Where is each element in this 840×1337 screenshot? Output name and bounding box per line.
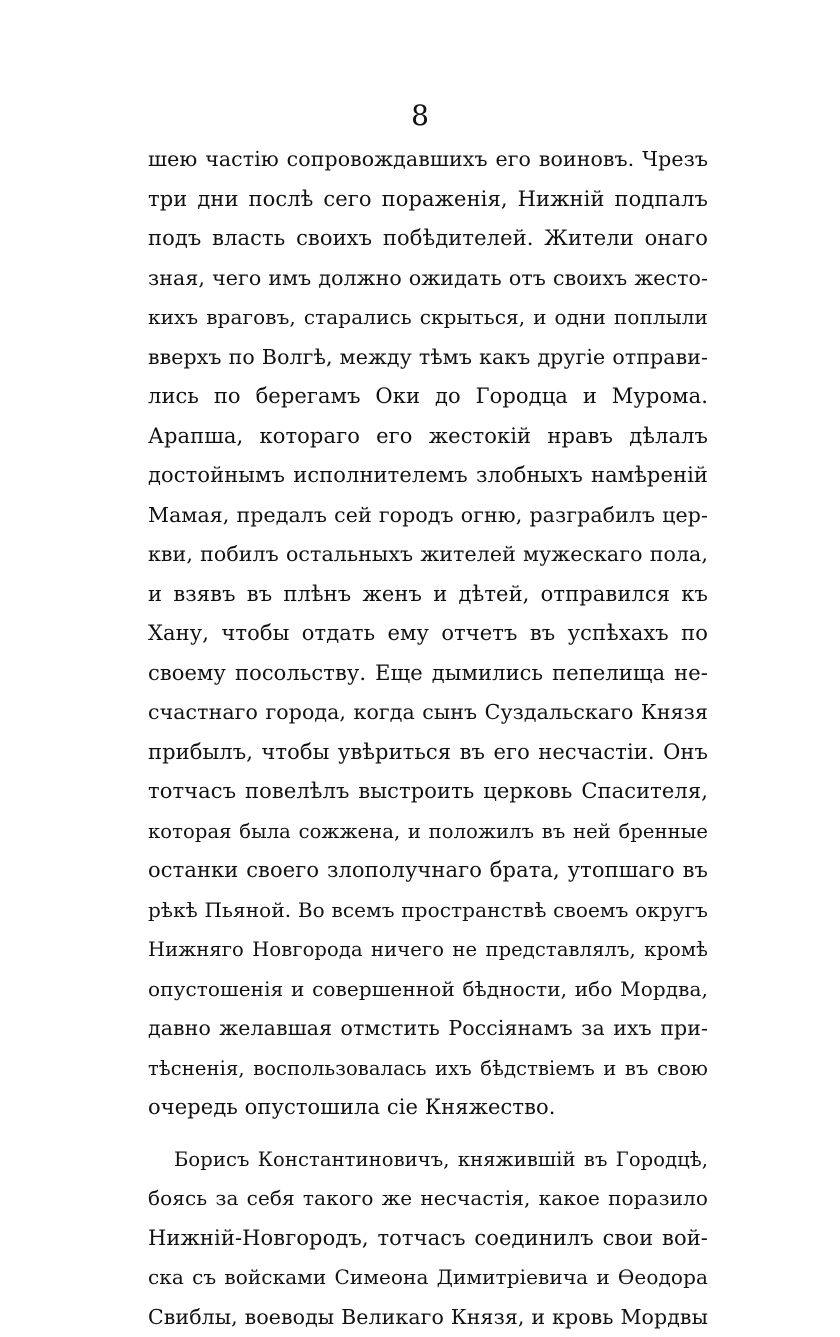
text-line: зная, чего имъ должно ожидать отъ своихъ жесто- [148,259,708,299]
body-text [148,140,708,1337]
text-line: прибылъ, чтобы увѣриться въ его несчастіи. Онъ [148,733,708,773]
text-line: Арапша, котораго его жестокій нравъ дѣлалъ [148,417,708,457]
text-line: счастнаго города, когда сынъ Суздальскаго Князя [148,693,708,733]
text-line: подъ власть своихъ побѣдителей. Жители онаго [148,219,708,259]
text-line: Мамая, предалъ сей городъ огню, разграбилъ цер- [148,496,708,536]
paragraph-2 [148,1140,708,1337]
text-line: ска съ войсками Симеона Димитріевича и Ѳеодора [148,1258,708,1298]
text-line: давно желавшая отмстить Россіянамъ за ихъ при- [148,1009,708,1049]
text-line: боясь за себя такого же несчастія, какое поразило [148,1179,708,1219]
text-line: лись по берегамъ Оки до Городца и Мурома. [148,377,708,417]
text-line: Нижняго Новгорода ничего не представлялъ, кромѣ [148,930,708,970]
text-line: вверхъ по Волгѣ, между тѣмъ какъ другіе отправи- [148,338,708,378]
text-line: Хану, чтобы отдать ему отчетъ въ успѣхахъ по [148,614,708,654]
text-line: Борисъ Константиновичъ, княжившій въ Городцѣ, [148,1140,708,1180]
text-line: тотчасъ повелѣлъ выстроить церковь Спасителя, [148,772,708,812]
text-line: Свиблы, воеводы Великаго Князя, и кровь Мордвы [148,1298,708,1337]
text-line: шею частію сопровождавшихъ его воиновъ. Чрезъ [148,140,708,180]
paragraph-1 [148,140,708,1128]
text-line: кихъ враговъ, старались скрыться, и одни поплыли [148,298,708,338]
text-line: кви, побилъ остальныхъ жителей мужескаго пола, [148,535,708,575]
text-line: три дни послѣ сего пораженія, Нижній подпалъ [148,180,708,220]
text-line: останки своего злополучнаго брата, утопшаго въ [148,851,708,891]
text-line: достойнымъ исполнителемъ злобныхъ намѣреній [148,456,708,496]
text-line: рѣкѣ Пьяной. Во всемъ пространствѣ своемъ округъ [148,891,708,931]
text-line: опустошенія и совершенной бѣдности, ибо Мордва, [148,970,708,1010]
text-line: которая была сожжена, и положилъ въ ней бренные [148,812,708,852]
text-line: своему посольству. Еще дымились пепелища не- [148,654,708,694]
page-number: 8 [0,100,840,132]
text-line: и взявъ въ плѣнъ женъ и дѣтей, отправился къ [148,575,708,615]
text-line: Нижній-Новгородъ, тотчасъ соединилъ свои вой- [148,1219,708,1259]
text-line: очередь опустошила сіе Княжество. [148,1088,708,1128]
text-line: тѣсненія, воспользовалась ихъ бѣдствіемъ и въ свою [148,1049,708,1089]
